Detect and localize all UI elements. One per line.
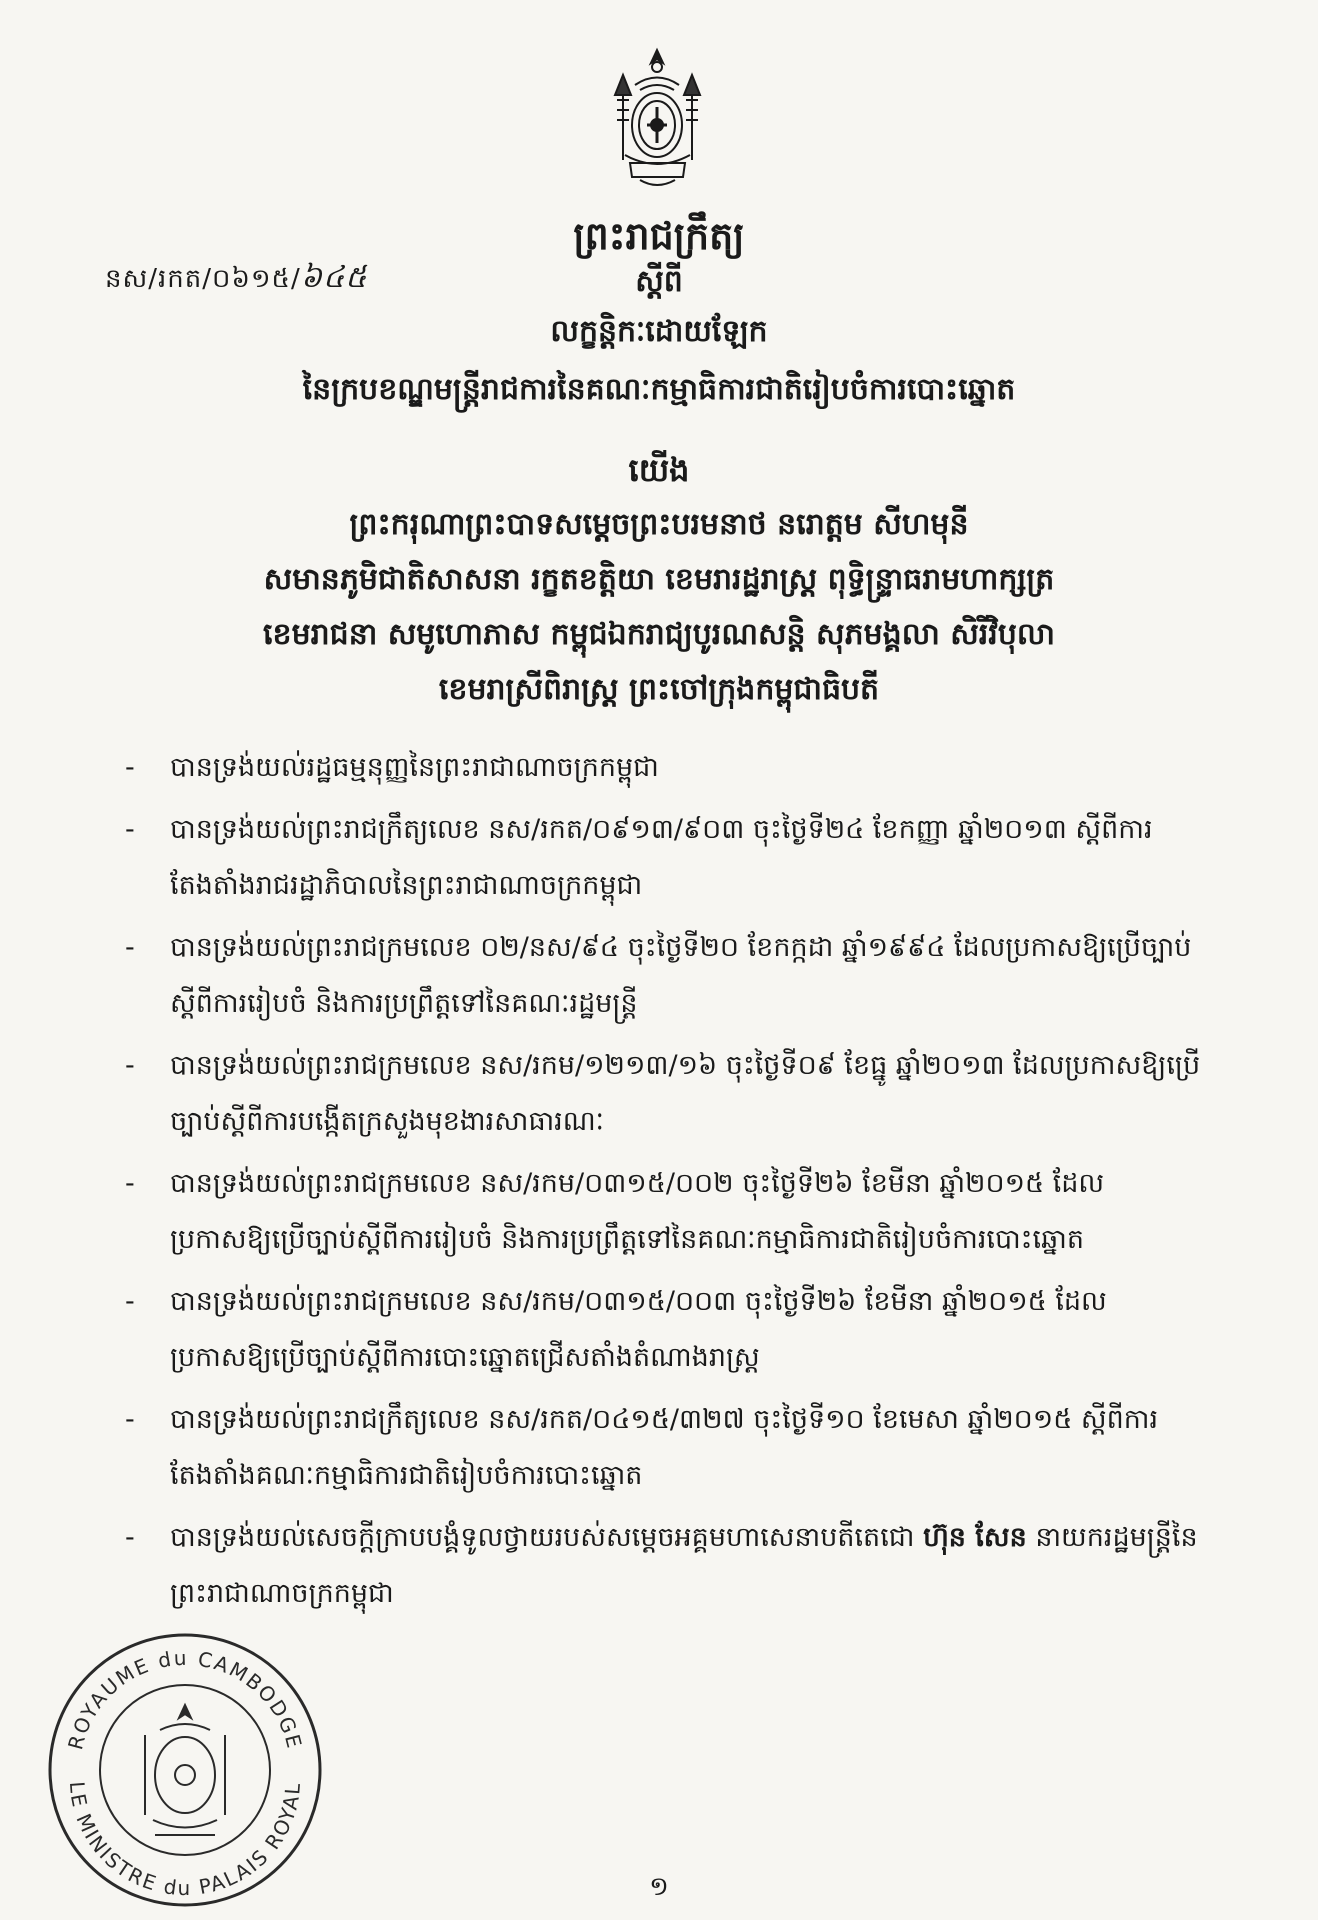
list-dash: - (125, 752, 135, 783)
king-title-line-2: សមានភូមិជាតិសាសនា រក្ខតខត្តិយា ខេមរារដ្ឋរាស្ត្រ ពុទ្ធិន្ទ្រាធរាមហាក្សត្រ (263, 562, 1055, 597)
document-number-printed: នស/រកត/០៦១៥/ (105, 264, 301, 294)
about-label: ស្តីពី (635, 264, 683, 299)
preamble-item (125, 920, 1205, 1032)
preamble-text: បានទ្រង់យល់សេចក្តីក្រាបបង្គំទូលថ្វាយរបស់សម្តេចអគ្គមហាសេនាបតីតេជោ (170, 1522, 924, 1553)
preamble-item (125, 740, 1205, 796)
page-number: ១ (649, 1872, 669, 1902)
preamble-item (125, 1274, 1205, 1386)
king-title-line-1: ព្រះករុណាព្រះបាទសម្តេចព្រះបរមនាថ នរោត្តម សីហមុនី (349, 507, 969, 542)
preamble-text: បានទ្រង់យល់ព្រះរាជក្រមលេខ នស/រកម/០៣១៥/០០២ ចុះថ្ងៃទី២៦ ខែមីនា ឆ្នាំ២០១៥ ដែលប្រកាសឱ្យប្រើច្បាប់ស្តីពីការរៀបចំ និងការប្រព្រឹត្តទៅនៃគណៈកម្មាធិការជាតិរៀបចំការបោះឆ្នោត (170, 1168, 1105, 1255)
list-dash: - (125, 932, 135, 963)
king-title-line-4: ខេមរាស្រីពិរាស្ត្រ ព្រះចៅក្រុងកម្ពុជាធិបតី (438, 672, 880, 707)
list-dash: - (125, 1168, 135, 1199)
list-dash: - (125, 814, 135, 845)
list-dash: - (125, 1404, 135, 1435)
subject-line-2: នៃក្របខណ្ឌមន្ត្រីរាជការនៃគណៈកម្មាធិការជាតិរៀបចំការបោះឆ្នោត (302, 372, 1016, 407)
prime-minister-name: ហ៊ុន សែន (923, 1522, 1027, 1553)
preamble-text: បានទ្រង់យល់ព្រះរាជក្រមលេខ នស/រកម/០៣១៥/០០៣ ចុះថ្ងៃទី២៦ ខែមីនា ឆ្នាំ២០១៥ ដែលប្រកាសឱ្យប្រើច្បាប់ស្តីពីការបោះឆ្នោតជ្រើសតាំងតំណាងរាស្ត្រ (170, 1286, 1107, 1373)
preamble-text: បានទ្រង់យល់ព្រះរាជក្រឹត្យលេខ នស/រកត/០៤១៥/៣២៧ ចុះថ្ងៃទី១០ ខែមេសា ឆ្នាំ២០១៥ ស្តីពីការតែងតាំងគណៈកម្មាធិការជាតិរៀបចំការបោះឆ្នោត (170, 1404, 1159, 1491)
list-dash: - (125, 1522, 135, 1553)
document-title: ព្រះរាជក្រឹត្យ (573, 214, 745, 258)
preamble-text: បានទ្រង់យល់ព្រះរាជក្រឹត្យលេខ នស/រកត/០៩១៣/៩០៣ ចុះថ្ងៃទី២៤ ខែកញ្ញា ឆ្នាំ២០១៣ ស្តីពីការតែងតាំងរាជរដ្ឋាភិបាលនៃព្រះរាជាណាចក្រកម្ពុជា (170, 814, 1153, 901)
seal-text-bottom: LE MINISTRE du PALAIS ROYAL (64, 1780, 306, 1901)
preamble-item (125, 802, 1205, 914)
preamble-item (125, 1156, 1205, 1268)
seal-text-top: ROYAUME du CAMBODGE (63, 1645, 307, 1753)
we-heading: យើង (628, 451, 690, 489)
preamble-item (125, 1038, 1205, 1150)
subject-line-1: លក្ខន្តិកៈដោយឡែក (550, 314, 768, 349)
king-title-line-3: ខេមរាជនា សមូហោភាស កម្ពុជឯករាជ្យបូរណសន្តិ សុភមង្គលា សិរីវិបុលា (263, 617, 1055, 652)
preamble-text-continued: នាយករដ្ឋមន្ត្រីនៃព្រះរាជាណាចក្រកម្ពុជា (170, 1522, 1198, 1609)
list-dash: - (125, 1286, 135, 1317)
preamble-text: បានទ្រង់យល់រដ្ឋធម្មនុញ្ញនៃព្រះរាជាណាចក្រកម្ពុជា (170, 752, 659, 783)
preamble-list (125, 740, 1205, 1628)
royal-coat-of-arms-icon (595, 45, 720, 195)
preamble-text: បានទ្រង់យល់ព្រះរាជក្រមលេខ ០២/នស/៩៤ ចុះថ្ងៃទី២០ ខែកក្កដា ឆ្នាំ១៩៩៤ ដែលប្រកាសឱ្យប្រើច្បាប់ស្តីពីការរៀបចំ និងការប្រព្រឹត្តទៅនៃគណៈរដ្ឋមន្ត្រី (170, 932, 1192, 1019)
preamble-text: បានទ្រង់យល់ព្រះរាជក្រមលេខ នស/រកម/១២១៣/១៦ ចុះថ្ងៃទី០៩ ខែធ្នូ ឆ្នាំ២០១៣ ដែលប្រកាសឱ្យប្រើច្បាប់ស្តីពីការបង្កើតក្រសួងមុខងារសាធារណៈ (170, 1050, 1201, 1137)
royal-palace-seal-icon (35, 1610, 335, 1910)
document-number-handwritten: ៦៤៥ (300, 260, 368, 295)
preamble-item (125, 1392, 1205, 1504)
list-dash: - (125, 1050, 135, 1081)
preamble-item (125, 1510, 1205, 1622)
